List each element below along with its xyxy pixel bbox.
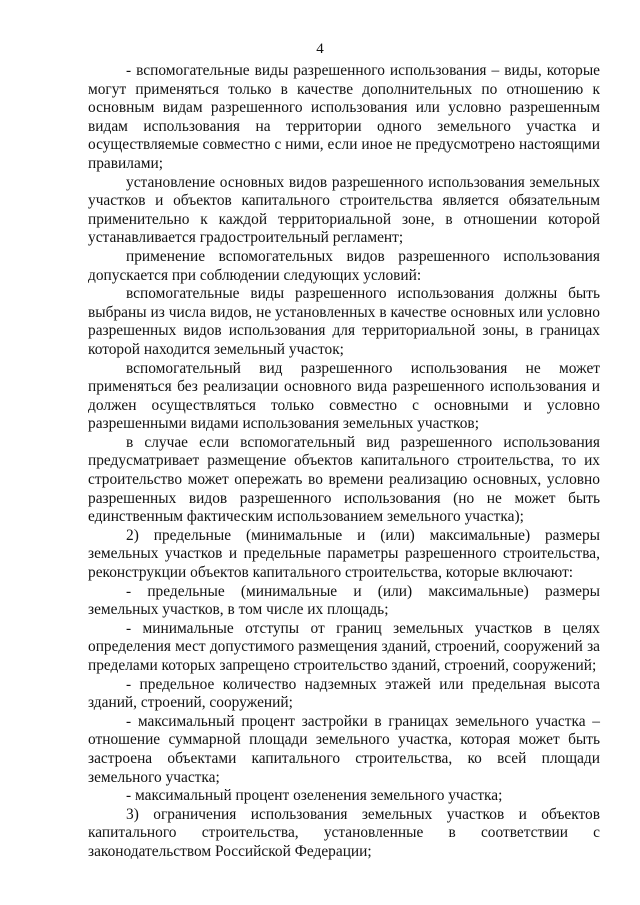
paragraph: вспомогательные виды разрешенного использования должны быть выбраны из числа видов, не установленных в качестве основных или условно разрешенных видов использования для территориальной зоны, в границах которой находится земельный участок; — [88, 285, 600, 358]
paragraph: 3) ограничения использования земельных участков и объектов капитального строительства, установленные в соответствии с законодательством Российской Федерации; — [88, 805, 600, 860]
paragraph: - максимальный процент озеленения земельного участка; — [126, 787, 503, 805]
paragraph: - вспомогательные виды разрешенного использования – виды, которые могут применяться только в качестве дополнительных по отношению к основным видам разрешенного использования или условно разрешенным видам использования на территории одного земельного участка и осуществляемые совместно с ними, если иное не предусмотрено настоящими правилами; — [88, 62, 600, 172]
paragraph: - предельное количество надземных этажей или предельная высота зданий, строений, сооружений; — [88, 675, 600, 712]
paragraph: 2) предельные (минимальные и (или) максимальные) размеры земельных участков и предельные параметры разрешенного строительства, реконструкции объектов капитального строительства, которые включают: — [88, 526, 600, 582]
paragraph: - минимальные отступы от границ земельных участков в целях определения мест допустимого размещения зданий, строений, сооружений за пределами которых запрещено строительство зданий, строений, сооружений; — [88, 619, 600, 674]
paragraph: в случае если вспомогательный вид разрешенного использования предусматривает размещение объектов капитального строительства, то их строительство может опережать во времени реализацию основных, условно разрешенных видов разрешенного использования (но не может быть единственным фактическим использованием земельного участка); — [88, 433, 600, 526]
paragraph: вспомогательный вид разрешенного использования не может применяться без реализации основного вида разрешенного использования и должен осуществляться только совместно с основными и условно разрешенными видами использования земельных участков; — [88, 359, 600, 433]
paragraph: - максимальный процент застройки в границах земельного участка – отношение суммарной площади земельного участка, которая может быть застроена объектами капитального строительства, ко всей площади земельного участка; — [88, 712, 600, 786]
paragraph: применение вспомогательных видов разрешенного использования допускается при соблюдении следующих условий: — [88, 247, 600, 284]
page-number: 4 — [316, 41, 324, 57]
paragraph: установление основных видов разрешенного использования земельных участков и объектов капитального строительства является обязательным применительно к каждой территориальной зоне, в отношении которой устанавливается градостроительный регламент; — [88, 173, 600, 247]
document-body — [88, 62, 600, 862]
paragraph: - предельные (минимальные и (или) максимальные) размеры земельных участков, в том числе их площадь; — [88, 582, 600, 619]
